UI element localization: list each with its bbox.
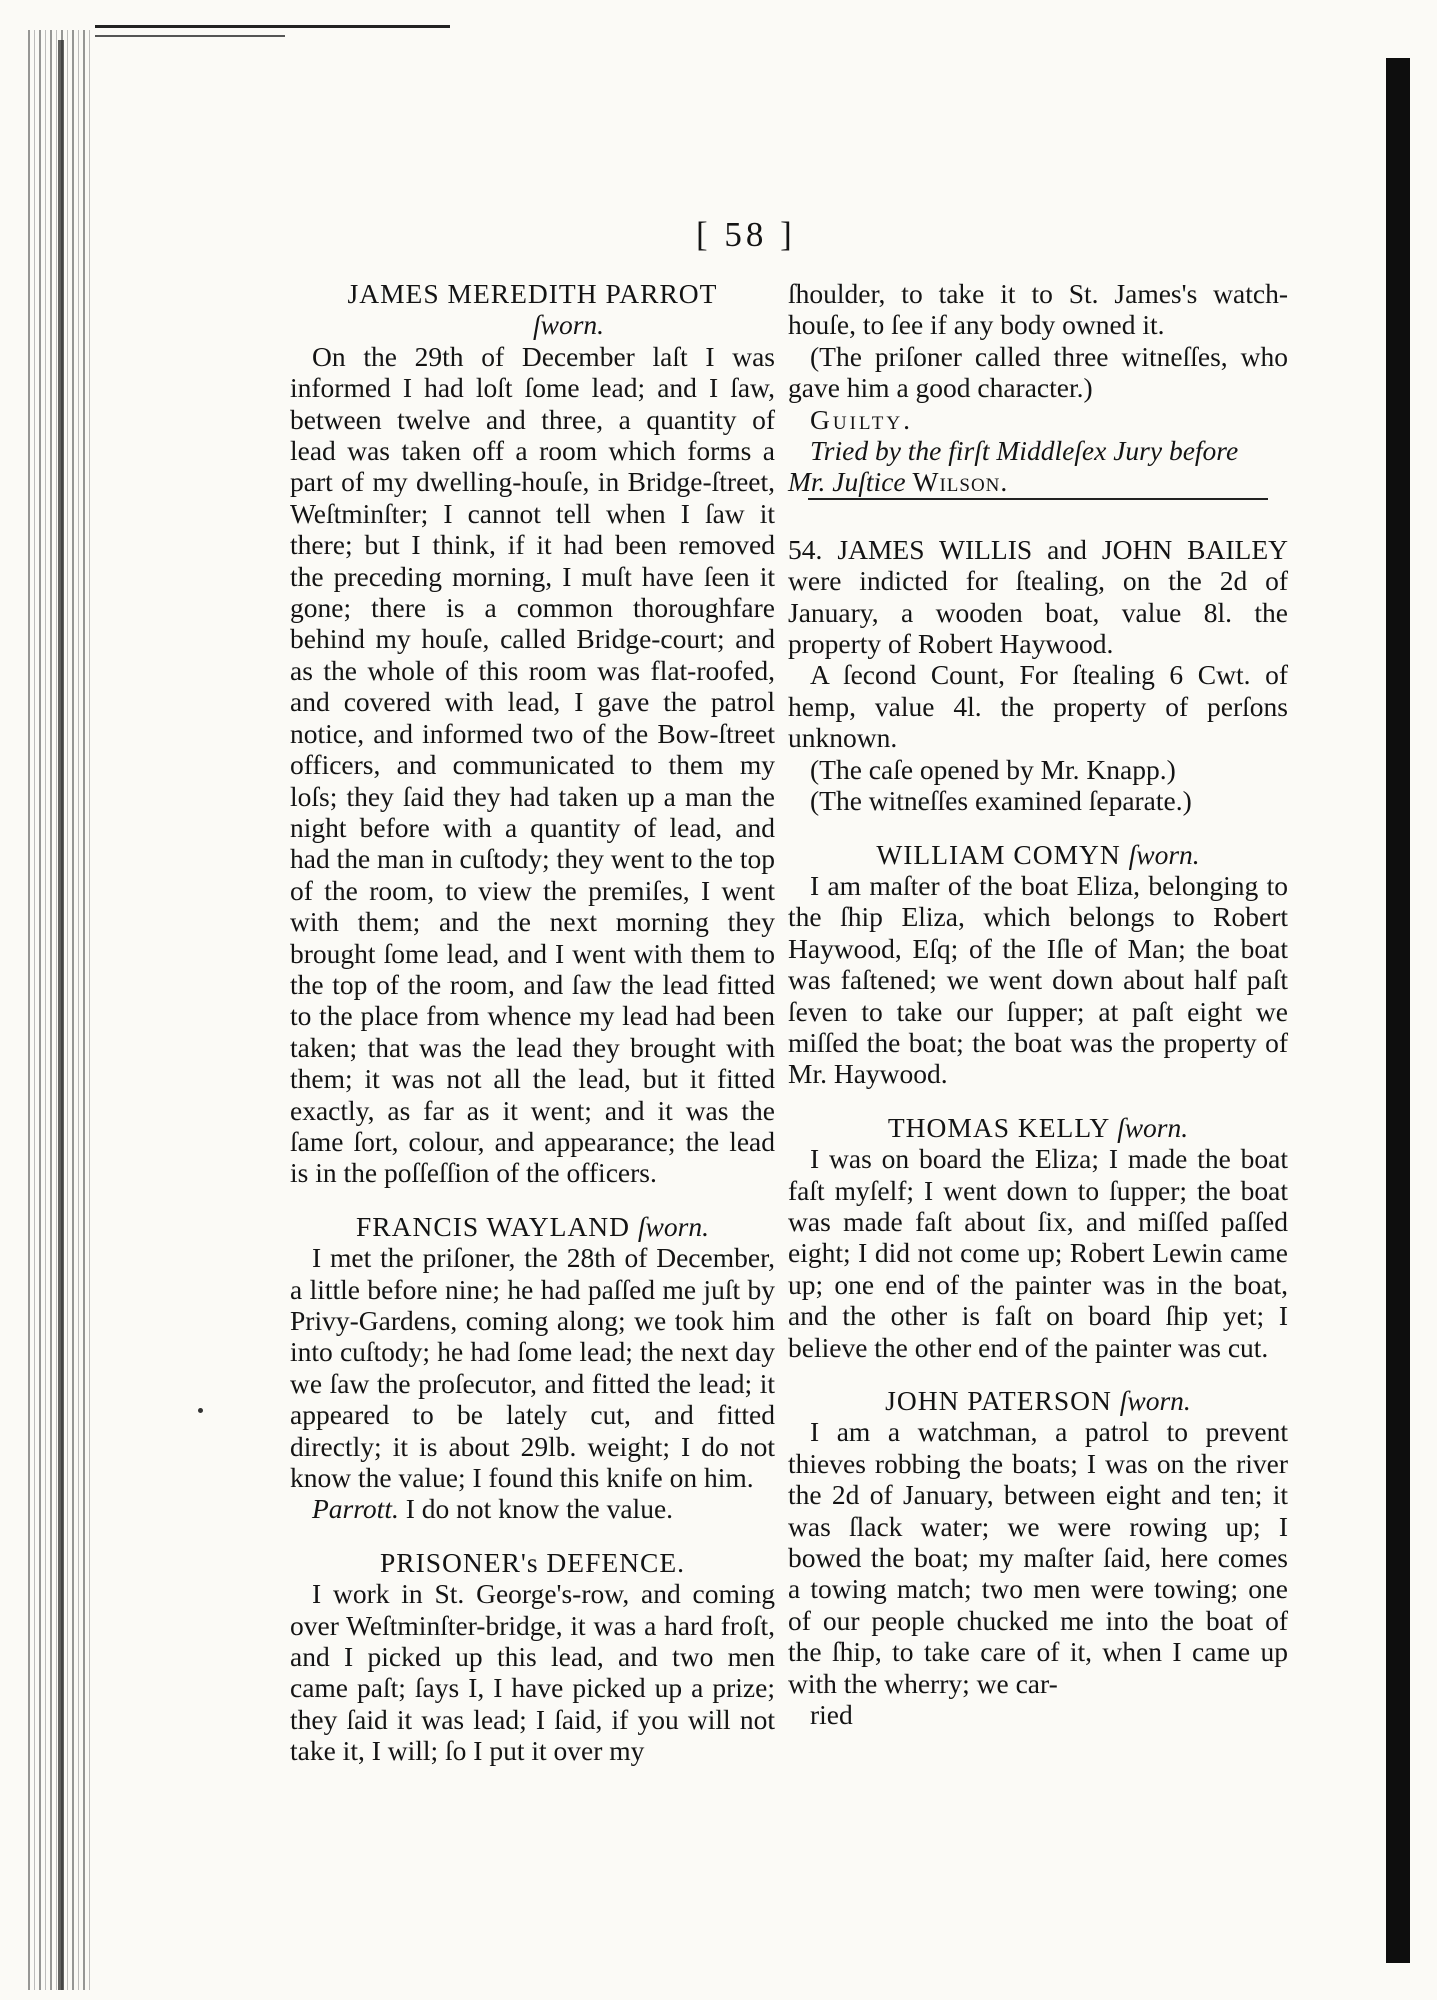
defence-paragraph: I work in St. George's-row, and coming over Weſtminſter-bridge, it was a hard froſt, and I picked up this lead, and two men came paſt; ſays I, I have picked up a prize; they ſaid it was lead; I ſaid, if you will not take it, I will; ſo I put it over my [290,1578,775,1767]
witness-sworn: ſworn. [637,1210,709,1242]
speck [198,1408,203,1413]
continuation-paragraph: ſhoulder, to take it to St. James's watch-houſe, to ſee if any body owned it. [788,278,1288,341]
case-number: 54. [788,533,823,565]
testimony-paragraph: I am a watchman, a patrol to prevent thieves robbing the boats; I was on the river the 2d of January, between eight and ten; it was ſlack water; we were rowing up; I bowed the boat; my maſter ſaid, here comes a towing match; two men were towing; one of our people chucked me into the boat of the ſhip, to take care of it, when I came up with the wherry; we car- [788,1416,1288,1699]
witness-sworn: ſworn. [1119,1385,1191,1416]
judge-name: Wilson. [912,466,1009,498]
witness-name: FRANCIS WAYLAND [356,1210,631,1242]
speaker-text: I do not know the value. [405,1493,674,1525]
indictment [788,534,1288,660]
case-opened: (The caſe opened by Mr. Knapp.) [810,753,1176,785]
witness-heading [788,1385,1288,1416]
testimony-paragraph: I was on board the Eliza; I made the boat faſt myſelf; I went down to ſupper; the boat was made faſt about ſix, and miſſed paſſed eight; I did not come up; Robert Lewin came up; one end of the painter was in the boat, and the other is faſt on board ſhip yet; I believe the other end of the painter was cut. [788,1143,1288,1363]
witness-sworn: ſworn. [532,309,605,341]
witness-name: WILLIAM COMYN [876,838,1121,870]
speaker-line [290,1493,775,1524]
right-column [788,278,1288,1730]
defence-heading: PRISONER's DEFENCE. [379,1546,686,1578]
witness-heading [788,1112,1288,1143]
left-column [290,278,775,1767]
witness-heading: JAMES MEREDITH PARROT [347,278,718,309]
verdict: Guilty. [810,403,913,435]
witness-name: THOMAS KELLY [887,1111,1110,1143]
testimony-paragraph: I met the priſoner, the 28th of December, a little before nine; he had paſſed me juſt by Privy-Gardens, coming along; we took him into cuſtody; he had ſome lead; the next day we ſaw the proſecutor, and fitted the lead; it appeared to be lately cut, and fitted directly; it is about 29lb. weight; I do not know the value; I found this knife on him. [290,1242,775,1494]
witness-heading [788,839,1288,870]
binding-edge [58,40,64,1990]
tried-prefix: Tried by the firſt Middleſex Jury before [810,435,1239,467]
second-count: A ſecond Count, For ſtealing 6 Cwt. of hemp, value 4l. the property of perſons unknown. [788,659,1288,754]
indictment-text: JAMES WILLIS and JOHN BAILEY were indicted for ſtealing, on the 2d of January, a wooden boat, value 8l. the property of Robert Haywood. [788,533,1289,660]
witness-heading [290,1211,775,1242]
top-rule [95,25,450,28]
testimony-paragraph: I am maſter of the boat Eliza, belonging to the ſhip Eliza, which belongs to Robert Haywood, Eſq; of the Iſle of Man; the boat was faſtened; we went down about half paſt ſeven to take our ſupper; at paſt eight we miſſed the boat; the boat was the property of Mr. Haywood. [788,869,1288,1090]
catchword: ried [810,1699,853,1731]
witness-note: (The priſoner called three witneſſes, who gave him a good character.) [788,340,1288,404]
judge-title: Mr. Juſtice [788,466,906,498]
tried-before [788,435,1288,498]
top-rule-secondary [95,35,285,37]
section-divider [808,498,1268,500]
witness-sworn: ſworn. [1128,838,1200,870]
witnesses-separate: (The witneſſes examined ſeparate.) [810,785,1192,817]
witness-sworn: ſworn. [1117,1111,1189,1143]
page-number: [ 58 ] [696,215,796,254]
witness-name: JOHN PATERSON [885,1385,1112,1416]
speaker-name: Parrott. [312,1493,399,1525]
testimony-paragraph: On the 29th of December laſt I was informed I had loſt ſome lead; and I ſaw, between twelve and three, a quantity of lead was taken off a room which forms a part of my dwelling-houſe, in Bridge-ſtreet, Weſtminſter; I cannot tell when I ſaw it there; but I think, if it had been removed the preceding morning, I muſt have ſeen it gone; there is a common thoroughfare behind my houſe, called Bridge-court; and as the whole of this room was flat-roofed, and covered with lead, I gave the patrol notice, and informed two of the Bow-ſtreet officers, and communicated to them my loſs; they ſaid they had taken up a man the night before with a quantity of lead, and had the man in cuſtody; they went to the top of the room, to view the premiſes, I went with them; and the next morning they brought ſome lead, and I went with them to the top of the room, and ſaw the lead fitted to the place from whence my lead had been taken; that was the lead they brought with them; it was not all the lead, but it fitted exactly, as far as it went; and it was the ſame ſort, colour, and appearance; the lead is in the poſſeſſion of the officers. [290,340,775,1189]
scan-edge-bar [1386,58,1410,1963]
